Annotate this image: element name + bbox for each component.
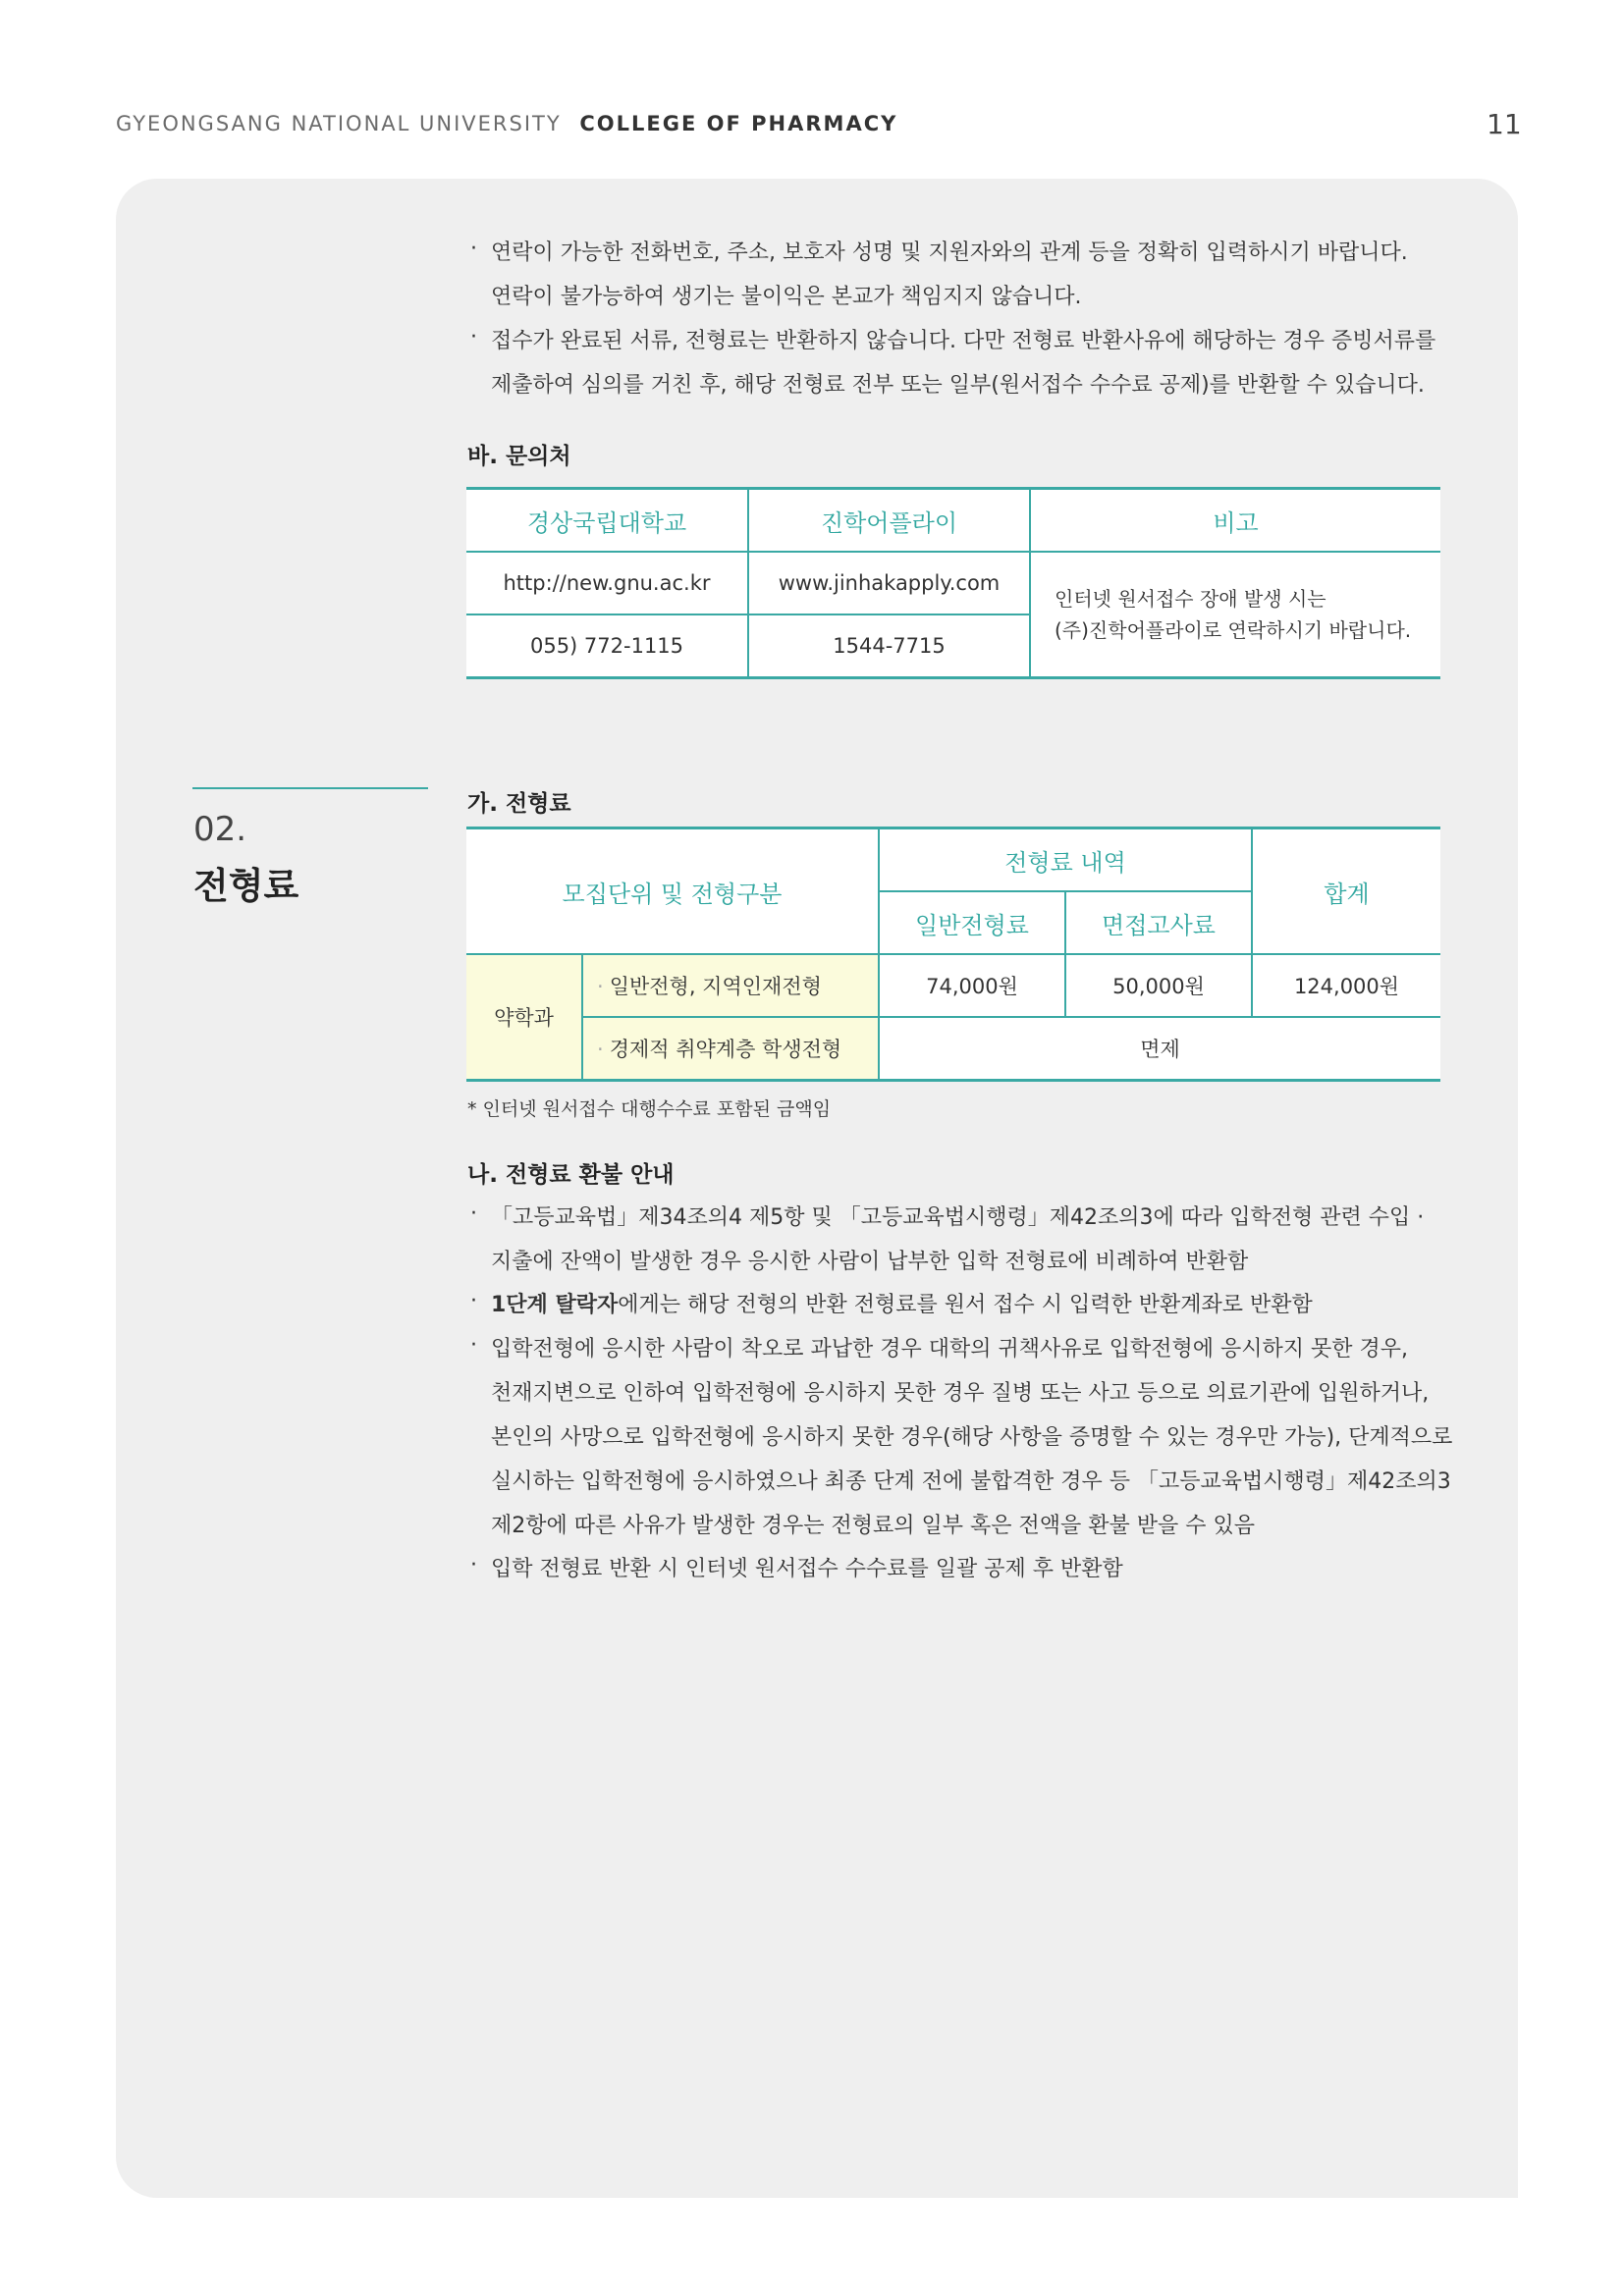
fee-total-value: 124,000원	[1252, 954, 1440, 1017]
section-divider	[192, 787, 428, 789]
jinhak-website-link[interactable]: www.jinhakapply.com	[748, 552, 1030, 614]
contact-remarks	[1030, 552, 1440, 678]
refund-emphasis: 1단계 탈락자	[491, 1293, 619, 1317]
fee-heading: 가. 전형료	[467, 791, 571, 817]
bullet-dot: ·	[470, 325, 477, 349]
gnu-phone: 055) 772-1115	[466, 614, 748, 678]
section-number: 02.	[193, 810, 247, 849]
note-line: 연락이 불가능하여 생기는 불이익은 본교가 책임지지 않습니다.	[491, 285, 1082, 309]
fee-type-label: 경제적 취약계층 학생전형	[609, 1038, 842, 1061]
refund-rest: 에게는 해당 전형의 반환 전형료를 원서 접수 시 입력한 반환계좌로 반환함	[618, 1293, 1313, 1317]
fee-header-interview: 면접고사료	[1065, 891, 1252, 954]
running-header	[116, 112, 897, 135]
header-university: GYEONGSANG NATIONAL UNIVERSITY	[116, 112, 562, 135]
contact-heading: 바. 문의처	[467, 444, 571, 469]
refund-heading: 나. 전형료 환불 안내	[467, 1162, 675, 1188]
content-panel	[116, 179, 1518, 2198]
note-line: 접수가 완료된 서류, 전형료는 반환하지 않습니다. 다만 전형료 반환사유에 해당하는 경우 증빙서류를	[491, 329, 1436, 353]
note-line: 제출하여 심의를 거친 후, 해당 전형료 전부 또는 일부(원서접수 수수료 공제)를 반환할 수 있습니다.	[491, 373, 1425, 398]
refund-line: 천재지변으로 인하여 입학전형에 응시하지 못한 경우 질병 또는 사고 등으로 의료기관에 입원하거나,	[491, 1381, 1430, 1406]
fee-header-total: 합계	[1252, 828, 1440, 955]
fee-footnote: * 인터넷 원서접수 대행수수료 포함된 금액임	[467, 1098, 832, 1120]
fee-type-cell	[582, 1017, 879, 1081]
note-line: 연락이 가능한 전화번호, 주소, 보호자 성명 및 지원자와의 관계 등을 정확히 입력하시기 바랍니다.	[491, 240, 1408, 265]
refund-line: 실시하는 입학전형에 응시하였으나 최종 단계 전에 불합격한 경우 등 「고등교육법시행령」제42조의3	[491, 1469, 1451, 1494]
bullet-dot: ·	[470, 1201, 477, 1226]
fee-type-cell	[582, 954, 879, 1017]
fee-header-general: 일반전형료	[879, 891, 1065, 954]
section-title: 전형료	[193, 865, 299, 907]
contact-table	[466, 487, 1440, 679]
bullet-dot: ·	[597, 1038, 604, 1061]
refund-line: 입학전형에 응시한 사람이 착오로 과납한 경우 대학의 귀책사유로 입학전형에 응시하지 못한 경우,	[491, 1337, 1409, 1362]
contact-header-jinhak: 진학어플라이	[748, 489, 1030, 553]
jinhak-phone: 1544-7715	[748, 614, 1030, 678]
refund-line	[491, 1288, 1313, 1318]
fee-general-value: 74,000원	[879, 954, 1065, 1017]
contact-header-remarks: 비고	[1030, 489, 1440, 553]
refund-line: 제2항에 따른 사유가 발생한 경우는 전형료의 일부 혹은 전액을 환불 받을 수 있음	[491, 1514, 1255, 1538]
fee-header-unit: 모집단위 및 전형구분	[466, 828, 879, 955]
bullet-dot: ·	[597, 975, 604, 998]
refund-line: 입학 전형료 반환 시 인터넷 원서접수 수수료를 일괄 공제 후 반환함	[491, 1557, 1123, 1581]
fee-exempt: 면제	[879, 1017, 1440, 1081]
fee-dept: 약학과	[466, 954, 582, 1081]
remarks-line: 인터넷 원서접수 장애 발생 시는	[1055, 587, 1326, 611]
fee-interview-value: 50,000원	[1065, 954, 1252, 1017]
refund-line: 「고등교육법」제34조의4 제5항 및 「고등교육법시행령」제42조의3에 따라 입학전형 관련 수입 ·	[491, 1205, 1425, 1230]
bullet-dot: ·	[470, 1289, 477, 1313]
refund-line: 본인의 사망으로 입학전형에 응시하지 못한 경우(해당 사항을 증명할 수 있는 경우만 가능), 단계적으로	[491, 1425, 1453, 1450]
bullet-dot: ·	[470, 1553, 477, 1577]
gnu-website-link[interactable]: http://new.gnu.ac.kr	[466, 552, 748, 614]
bullet-dot: ·	[470, 237, 477, 261]
page-number: 11	[1487, 108, 1522, 140]
fee-header-detail: 전형료 내역	[879, 828, 1252, 892]
bullet-dot: ·	[470, 1333, 477, 1358]
refund-line: 지출에 잔액이 발생한 경우 응시한 사람이 납부한 입학 전형료에 비례하여 반환함	[491, 1250, 1249, 1274]
fee-table	[466, 827, 1440, 1082]
header-college: COLLEGE OF PHARMACY	[579, 112, 898, 135]
remarks-line: (주)진학어플라이로 연락하시기 바랍니다.	[1055, 618, 1412, 642]
fee-type-label: 일반전형, 지역인재전형	[609, 975, 822, 998]
contact-header-gnu: 경상국립대학교	[466, 489, 748, 553]
